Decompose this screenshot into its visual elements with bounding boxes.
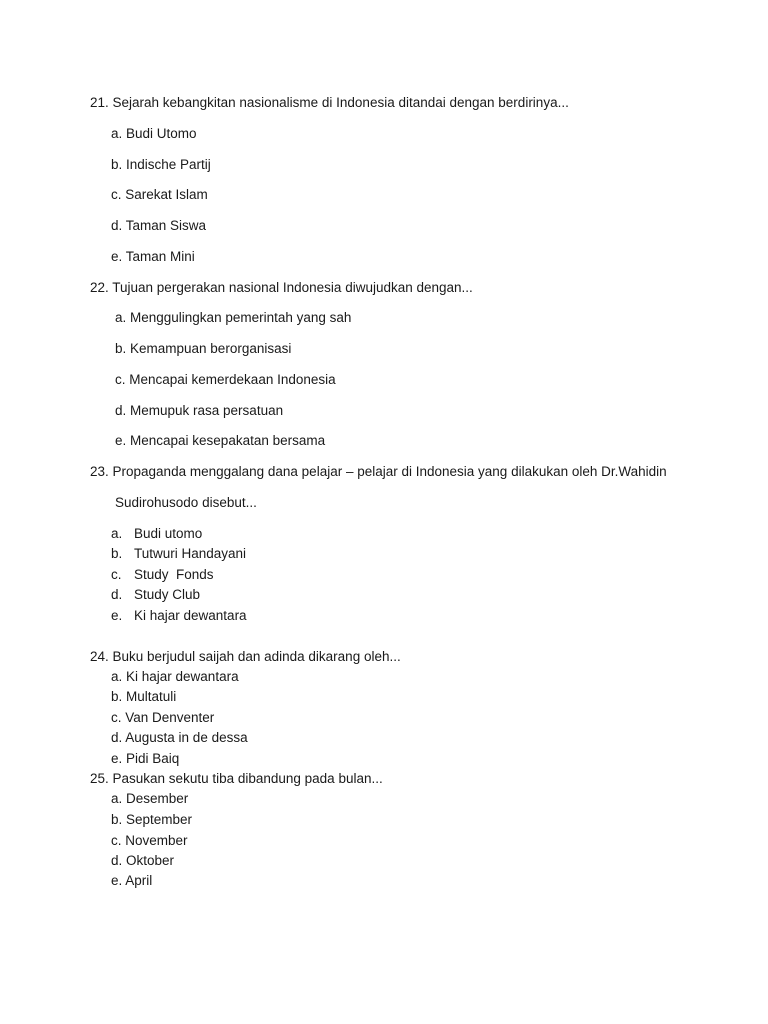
option-label: Budi utomo <box>134 526 203 541</box>
question-25-option-b: b. September <box>111 812 193 827</box>
question-24-option-a: a. Ki hajar dewantara <box>111 669 239 684</box>
option-label: Study Club <box>134 587 201 602</box>
question-22-text: 22. Tujuan pergerakan nasional Indonesia diwujudkan dengan... <box>90 280 473 295</box>
question-24-option-c: c. Van Denventer <box>111 710 215 725</box>
question-22-option-b: b. Kemampuan berorganisasi <box>115 341 292 356</box>
option-label: Study Fonds <box>134 567 214 582</box>
question-24-option-d: d. Augusta in de dessa <box>111 730 248 745</box>
option-letter: b. <box>111 546 123 561</box>
question-23-option-d <box>111 587 200 603</box>
question-21-option-c: c. Sarekat Islam <box>111 187 208 202</box>
option-label: Ki hajar dewantara <box>134 608 247 623</box>
question-25-option-e: e. April <box>111 873 153 888</box>
question-22-option-a: a. Menggulingkan pemerintah yang sah <box>115 310 352 325</box>
question-24-option-e: e. Pidi Baiq <box>111 751 180 766</box>
question-22-option-e: e. Mencapai kesepakatan bersama <box>115 433 326 448</box>
question-23-option-b <box>111 546 246 562</box>
question-25-option-c: c. November <box>111 833 188 848</box>
option-letter: a. <box>111 526 123 541</box>
question-22-option-c: c. Mencapai kemerdekaan Indonesia <box>115 372 336 387</box>
question-23-option-e <box>111 608 247 624</box>
question-24-text: 24. Buku berjudul saijah dan adinda dikarang oleh... <box>90 649 401 664</box>
question-23-option-c <box>111 567 214 583</box>
question-23-option-a <box>111 526 202 542</box>
question-25-text: 25. Pasukan sekutu tiba dibandung pada bulan... <box>90 771 383 786</box>
question-25-option-d: d. Oktober <box>111 853 175 868</box>
question-22-option-d: d. Memupuk rasa persatuan <box>115 403 284 418</box>
question-23-text-continued: Sudirohusodo disebut... <box>115 495 257 510</box>
question-24-option-b: b. Multatuli <box>111 689 177 704</box>
option-letter: c. <box>111 567 122 582</box>
question-21-option-d: d. Taman Siswa <box>111 218 207 233</box>
question-23-text: 23. Propaganda menggalang dana pelajar – pelajar di Indonesia yang dilakukan oleh Dr.Wahidin <box>90 464 667 479</box>
option-letter: d. <box>111 587 123 602</box>
question-21-text: 21. Sejarah kebangkitan nasionalisme di Indonesia ditandai dengan berdirinya... <box>90 95 569 110</box>
question-21-option-b: b. Indische Partij <box>111 157 211 172</box>
option-label: Tutwuri Handayani <box>134 546 247 561</box>
option-letter: e. <box>111 608 123 623</box>
question-21-option-a: a. Budi Utomo <box>111 126 197 141</box>
question-21-option-e: e. Taman Mini <box>111 249 195 264</box>
question-25-option-a: a. Desember <box>111 791 189 806</box>
